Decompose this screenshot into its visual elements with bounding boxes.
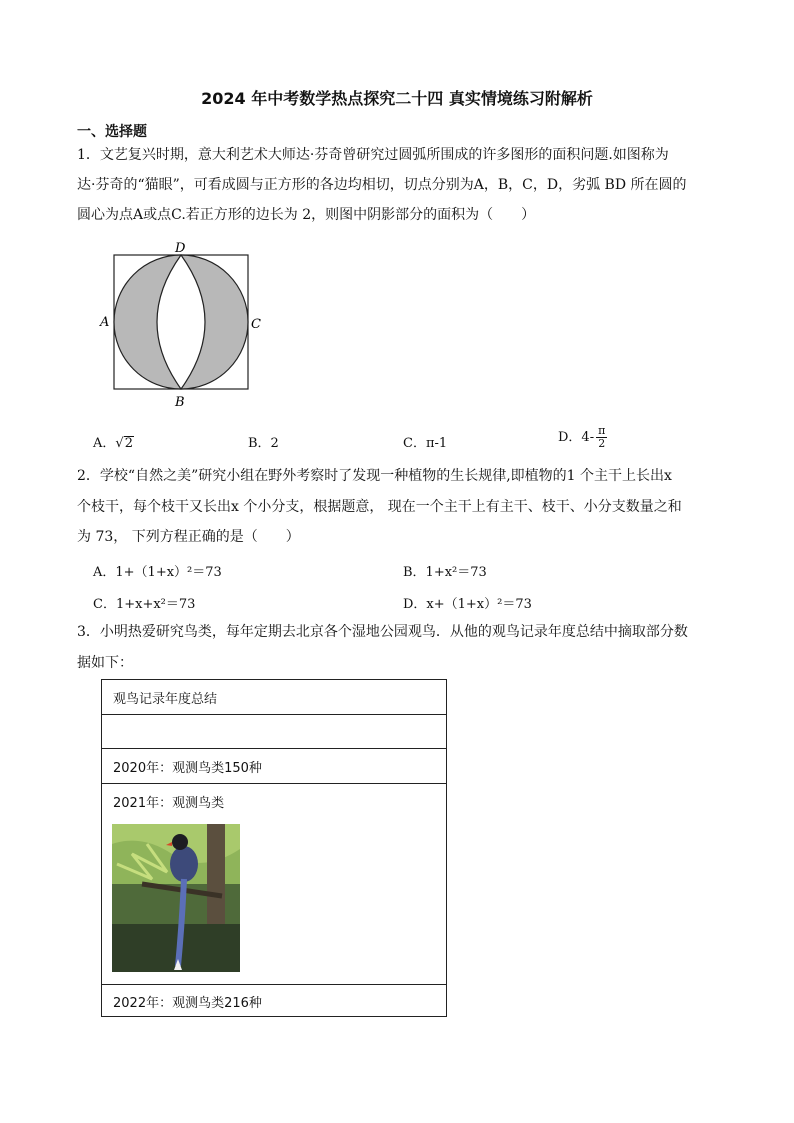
cat-eye-figure xyxy=(95,240,275,412)
q1-line-1: 1．文艺复兴时期，意大利艺术大师达·芬奇曾研究过圆弧所围成的许多图形的面积问题.如图称为 xyxy=(77,147,669,163)
q1-option-d-prefix: D．4- xyxy=(558,430,595,445)
table-2022-text: 2022年：观测鸟类216种 xyxy=(113,996,262,1011)
q1-option-a[interactable]: A．√2 xyxy=(93,436,133,451)
q1-option-c[interactable]: C．π-1 xyxy=(403,436,448,451)
q2-option-c[interactable]: C．1+x+x²＝73 xyxy=(93,597,196,612)
table-row-blank xyxy=(102,715,446,749)
page-title: 2024 年中考数学热点探究二十四 真实情境练习附解析 xyxy=(201,89,593,108)
q1-line-3: 圆心为点A或点C.若正方形的边长为 2，则图中阴影部分的面积为（ ） xyxy=(77,207,536,223)
q2-option-d[interactable]: D．x+（1+x）²＝73 xyxy=(403,597,532,612)
table-row-header xyxy=(102,680,446,715)
q1-option-b[interactable]: B．2 xyxy=(248,436,279,451)
label-C: C xyxy=(251,317,261,332)
section-title-choice: 一、选择题 xyxy=(77,124,147,140)
q2-option-b[interactable]: B．1+x²＝73 xyxy=(403,565,487,580)
q3-line-1: 3．小明热爱研究鸟类，每年定期去北京各个湿地公园观鸟．从他的观鸟记录年度总结中摘取部分数 xyxy=(77,624,688,640)
table-2021-text: 2021年：观测鸟类 xyxy=(113,796,225,811)
table-header-text: 观鸟记录年度总结 xyxy=(113,692,218,707)
frac-denominator: 2 xyxy=(598,437,606,450)
q3-line-2: 据如下： xyxy=(77,655,133,671)
bird-photo xyxy=(112,824,240,972)
label-D: D xyxy=(175,241,186,256)
table-row-2022 xyxy=(102,985,446,1017)
frac-numerator: π xyxy=(598,424,606,437)
q2-line-3: 为 73， 下列方程正确的是（ ） xyxy=(77,529,300,545)
q1-option-d-fraction xyxy=(596,425,607,450)
q2-option-a[interactable]: A．1+（1+x）²＝73 xyxy=(93,565,222,580)
label-A: A xyxy=(100,315,110,330)
q2-line-1: 2．学校“自然之美”研究小组在野外考察时了发现一种植物的生长规律,即植物的1 个主干上长出x xyxy=(77,468,672,484)
bird-record-table xyxy=(101,679,447,1017)
q1-option-a-prefix: A． xyxy=(93,436,116,451)
q1-option-d[interactable] xyxy=(558,425,607,450)
table-row-2020 xyxy=(102,749,446,784)
table-2020-text: 2020年：观测鸟类150种 xyxy=(113,761,262,776)
q1-option-a-radicand: 2 xyxy=(124,436,133,451)
label-B: B xyxy=(175,395,185,410)
q2-line-2: 个枝干，每个枝干又长出x 个小分支，根据题意， 现在一个主干上有主干、枝干、小分支数量之和 xyxy=(77,499,682,515)
q1-line-2: 达·芬奇的“猫眼”，可看成圆与正方形的各边均相切，切点分别为A，B，C，D，劣弧 BD 所在圆的 xyxy=(77,177,687,193)
